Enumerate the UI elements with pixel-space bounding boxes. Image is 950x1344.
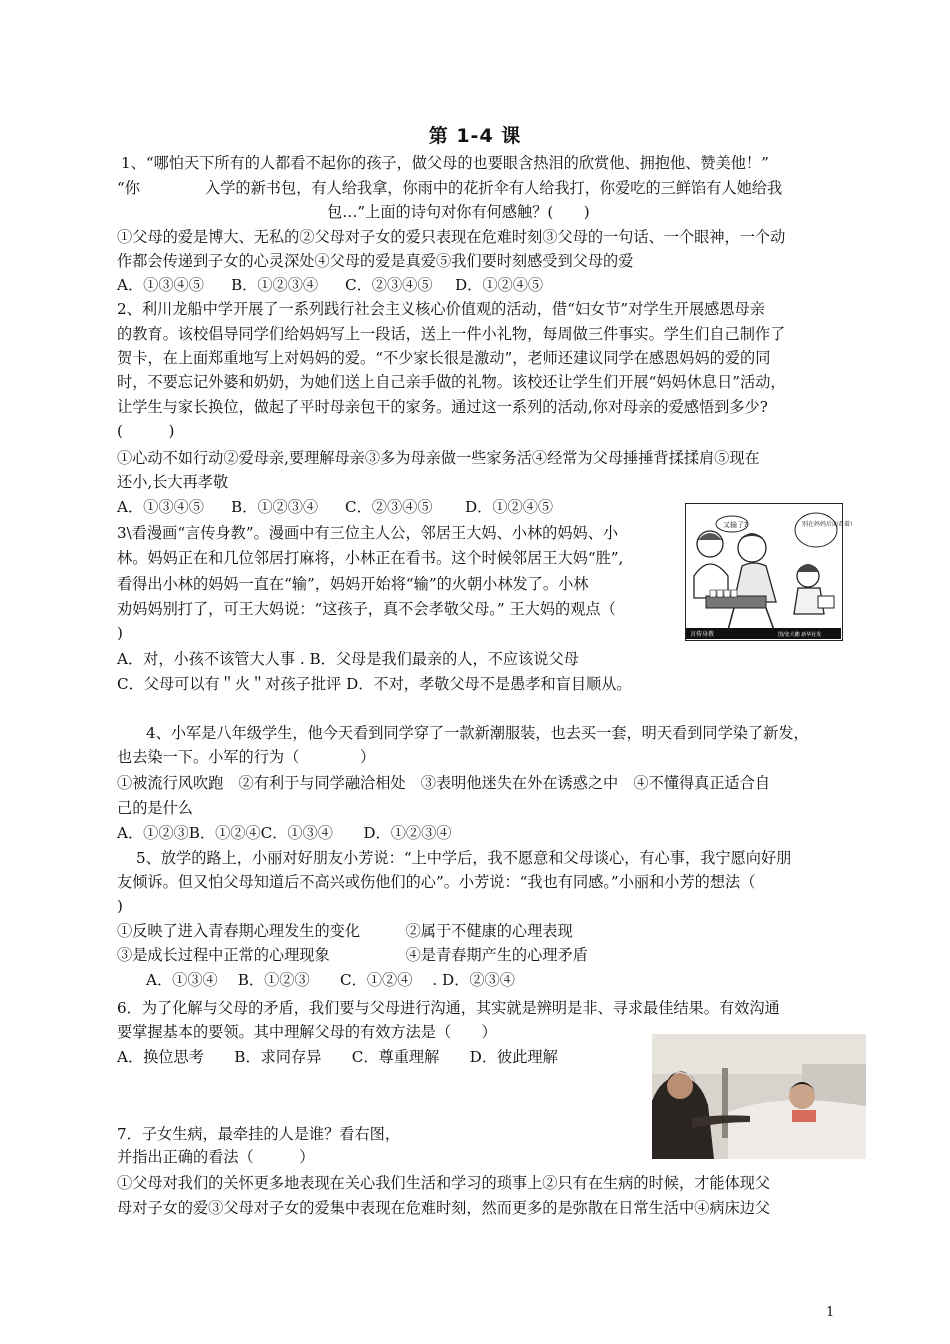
q1-choice-a: A．①③④⑤ xyxy=(117,276,204,294)
q2-line-3: 贺卡，在上面郑重地写上对妈妈的爱。“不少家长很是激动”，老师还建议同学在感恩妈妈的爱的同 xyxy=(117,349,771,367)
q2-line-2: 的教育。该校倡导同学们给妈妈写上一段话，送上一件小礼物，每周做三件事实。学生们自己制作了 xyxy=(117,325,786,343)
q2-line-5: 让学生与家长换位，做起了平时母亲包干的家务。通过这一系列的活动,你对母亲的爱感悟到多少? xyxy=(117,398,768,416)
photo-drawing xyxy=(652,1034,866,1159)
q7-line-4: 母对子女的爱③父母对子女的爱集中表现在危难时刻，然而更多的是弥散在日常生活中④病床边父 xyxy=(117,1199,771,1217)
q5-line-1: 5、放学的路上，小丽对好朋友小芳说：“上中学后，我不愿意和父母谈心，有心事，我宁愿向好朋 xyxy=(136,849,792,867)
q7-line-2: 并指出正确的看法（ ） xyxy=(117,1148,315,1166)
q6-line-1: 6．为了化解与父母的矛盾，我们要与父母进行沟通，其实就是辨明是非、寻求最佳结果。有效沟通 xyxy=(117,999,780,1017)
q3-line-3: 看得出小林的妈妈一直在“输”，妈妈开始将“输”的火朝小林发了。小林 xyxy=(117,575,589,593)
comic-caption-right: 图/张大鹏 新华社发 xyxy=(778,632,822,638)
q3-line-2: 林。妈妈正在和几位邻居打麻将，小林正在看书。这个时候邻居王大妈“胜”, xyxy=(117,549,624,567)
q2-line-1: 2、利川龙船中学开展了一系列践行社会主义核心价值观的活动，借“妇女节”对学生开展感恩母亲 xyxy=(117,300,765,318)
q7-line-3: ①父母对我们的关怀更多地表现在关心我们生活和学习的琐事上②只有在生病的时候，才能体现父 xyxy=(117,1174,771,1192)
q5-choices: A．①③④ B．①②③ C．①②④ . D．②③④ xyxy=(146,971,515,989)
q4-line-1: 4、小军是八年级学生，他今天看到同学穿了一款新潮服装，也去买一套，明天看到同学染了新发， xyxy=(146,724,809,742)
q2-choice-c: C．②③④⑤ xyxy=(345,498,433,516)
q6-line-2: 要掌握基本的要领。其中理解父母的有效方法是（ ） xyxy=(117,1023,497,1041)
q4-choices: A．①②③B．①②④C．①③④ D．①②③④ xyxy=(117,824,452,842)
q5-line-5: ③是成长过程中正常的心理现象 ④是青春期产生的心理矛盾 xyxy=(117,946,588,964)
q2-option-line-2: 还小,长大再孝敬 xyxy=(117,473,229,491)
q6-choices: A．换位思考 B．求同存异 C．尊重理解 D．彼此理解 xyxy=(117,1048,558,1066)
hospital-photo xyxy=(652,1034,866,1159)
q5-line-3: ) xyxy=(117,897,123,915)
q1-option-line-2: 作都会传递到子女的心灵深处④父母的爱是真爱⑤我们要时刻感受到父母的爱 xyxy=(117,252,634,270)
q3-line-4: 劝妈妈别打了，可王大妈说：“这孩子，真不会孝敬父母。” 王大妈的观点（ xyxy=(117,600,616,618)
q3-option-line-1: A．对，小孩不该管大人事 . B．父母是我们最亲的人，不应该说父母 xyxy=(117,650,579,668)
q2-choice-a: A．①③④⑤ xyxy=(117,498,204,516)
q4-line-3: ①被流行风吹跑 ②有利于与同学融洽相处 ③表明他迷失在外在诱惑之中 ④不懂得真正适合自 xyxy=(117,774,771,792)
q1-line-3: 包…”上面的诗句对你有何感触？( ) xyxy=(327,203,590,221)
q2-line-6: ( ) xyxy=(117,422,175,440)
page-number: 1 xyxy=(826,1305,835,1320)
q3-option-line-2: C．父母可以有＂火＂对孩子批评 D．不对，孝敬父母不是愚孝和盲目顺从。 xyxy=(117,675,632,693)
q1-line-1: 1、“哪怕天下所有的人都看不起你的孩子，做父母的也要眼含热泪的欣赏他、拥抱他、赞美他！” xyxy=(121,154,769,172)
q4-line-4: 己的是什么 xyxy=(117,799,193,817)
q1-option-line-1: ①父母的爱是博大、无私的②父母对子女的爱只表现在危难时刻③父母的一句话、一个眼神，一个动 xyxy=(117,228,786,246)
q2-choice-d: D．①②④⑤ xyxy=(465,498,554,516)
q1-line-2a: “你 xyxy=(117,179,140,197)
q3-line-5: ) xyxy=(117,624,123,642)
q2-choice-b: B．①②③④ xyxy=(231,498,319,516)
q5-line-2: 友倾诉。但又怕父母知道后不高兴或伤他们的心”。小芳说：“我也有同感。”小丽和小芳的想法（ xyxy=(117,873,756,891)
comic-drawing xyxy=(686,504,853,639)
q3-line-1: 3\看漫画“言传身教”。漫画中有三位主人公，邻居王大妈、小林的妈妈、小 xyxy=(117,524,619,542)
q4-line-2: 也去染一下。小军的行为（ ） xyxy=(117,748,376,766)
q2-option-line-1: ①心动不如行动②爱母亲,要理解母亲③多为母亲做一些家务活④经常为父母捶捶背揉揉肩⑤现在 xyxy=(117,449,760,467)
page-title: 第 1-4 课 xyxy=(428,125,522,147)
q2-choices xyxy=(117,496,553,518)
q7-line-1: 7．子女生病，最牵挂的人是谁？看右图， xyxy=(117,1125,401,1143)
q5-line-4: ①反映了进入青春期心理发生的变化 ②属于不健康的心理表现 xyxy=(117,922,573,940)
q1-choice-d: D．①②④⑤ xyxy=(455,276,544,294)
comic-text-1: 又输了? xyxy=(723,521,748,529)
q1-line-2b: 入学的新书包，有人给我拿，你雨中的花折伞有人给我打，你爱吃的三鲜馅有人她给我 xyxy=(205,179,783,197)
q1-choices xyxy=(117,274,543,296)
comic-caption-left: 言传身教 xyxy=(690,631,715,638)
comic-image xyxy=(685,503,853,641)
q1-choice-c: C．②③④⑤ xyxy=(345,276,433,294)
q2-line-4: 时，不要忘记外婆和奶奶，为她们送上自己亲手做的礼物。该校还让学生们开展“妈妈休息日”活动， xyxy=(117,373,786,391)
q1-choice-b: B．①②③④ xyxy=(231,276,319,294)
comic-text-2: 别在妈妈后面看着! xyxy=(802,521,853,528)
